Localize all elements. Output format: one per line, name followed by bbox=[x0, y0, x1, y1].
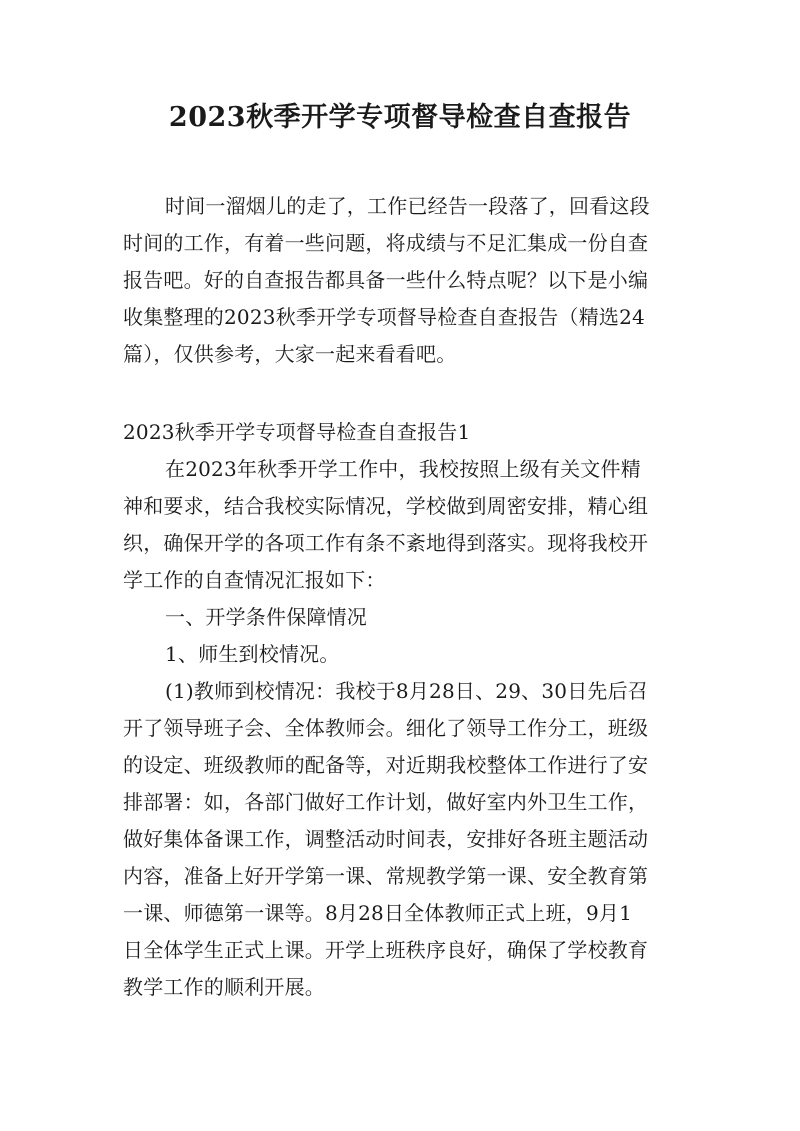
body-line-10: 排部署：如，各部门做好工作计划，做好室内外卫生工作， bbox=[123, 790, 649, 814]
body-line-13: 一课、师德第一课等。8月28日全体教师正式上班，9月1 bbox=[123, 901, 633, 925]
section-heading: 2023秋季开学专项督导检查自查报告1 bbox=[123, 420, 471, 444]
body-line-2: 神和要求，结合我校实际情况，学校做到周密安排，精心组 bbox=[123, 494, 649, 518]
body-line-9: 的设定、班级教师的配备等，对近期我校整体工作进行了安 bbox=[123, 753, 649, 777]
intro-line-5: 篇），仅供参考，大家一起来看看吧。 bbox=[123, 342, 457, 366]
subheading-arrival: 1、师生到校情况。 bbox=[165, 642, 340, 666]
intro-line-1: 时间一溜烟儿的走了，工作已经告一段落了，回看这段 bbox=[165, 194, 650, 218]
intro-line-4: 收集整理的2023秋季开学专项督导检查自查报告（精选24 bbox=[123, 305, 645, 329]
body-line-11: 做好集体备课工作，调整活动时间表，安排好各班主题活动 bbox=[123, 827, 649, 851]
body-line-8: 开了领导班子会、全体教师会。细化了领导工作分工，班级 bbox=[123, 716, 649, 740]
body-line-3: 织，确保开学的各项工作有条不紊地得到落实。现将我校开 bbox=[123, 531, 649, 555]
body-line-14: 日全体学生正式上课。开学上班秩序良好，确保了学校教育 bbox=[123, 938, 649, 962]
body-line-15: 教学工作的顺利开展。 bbox=[123, 975, 325, 999]
body-line-7: (1)教师到校情况：我校于8月28日、29、30日先后召 bbox=[165, 679, 649, 703]
subheading-conditions: 一、开学条件保障情况 bbox=[165, 605, 367, 629]
body-line-12: 内容，准备上好开学第一课、常规教学第一课、安全教育第 bbox=[123, 864, 649, 888]
document-title: 2023秋季开学专项督导检查自查报告 bbox=[168, 102, 632, 133]
body-line-4: 学工作的自查情况汇报如下： bbox=[123, 568, 386, 592]
intro-line-2: 时间的工作，有着一些问题，将成绩与不足汇集成一份自查 bbox=[123, 231, 649, 255]
body-line-1: 在2023年秋季开学工作中，我校按照上级有关文件精 bbox=[165, 457, 641, 481]
intro-line-3: 报告吧。好的自查报告都具备一些什么特点呢？以下是小编 bbox=[123, 268, 649, 292]
